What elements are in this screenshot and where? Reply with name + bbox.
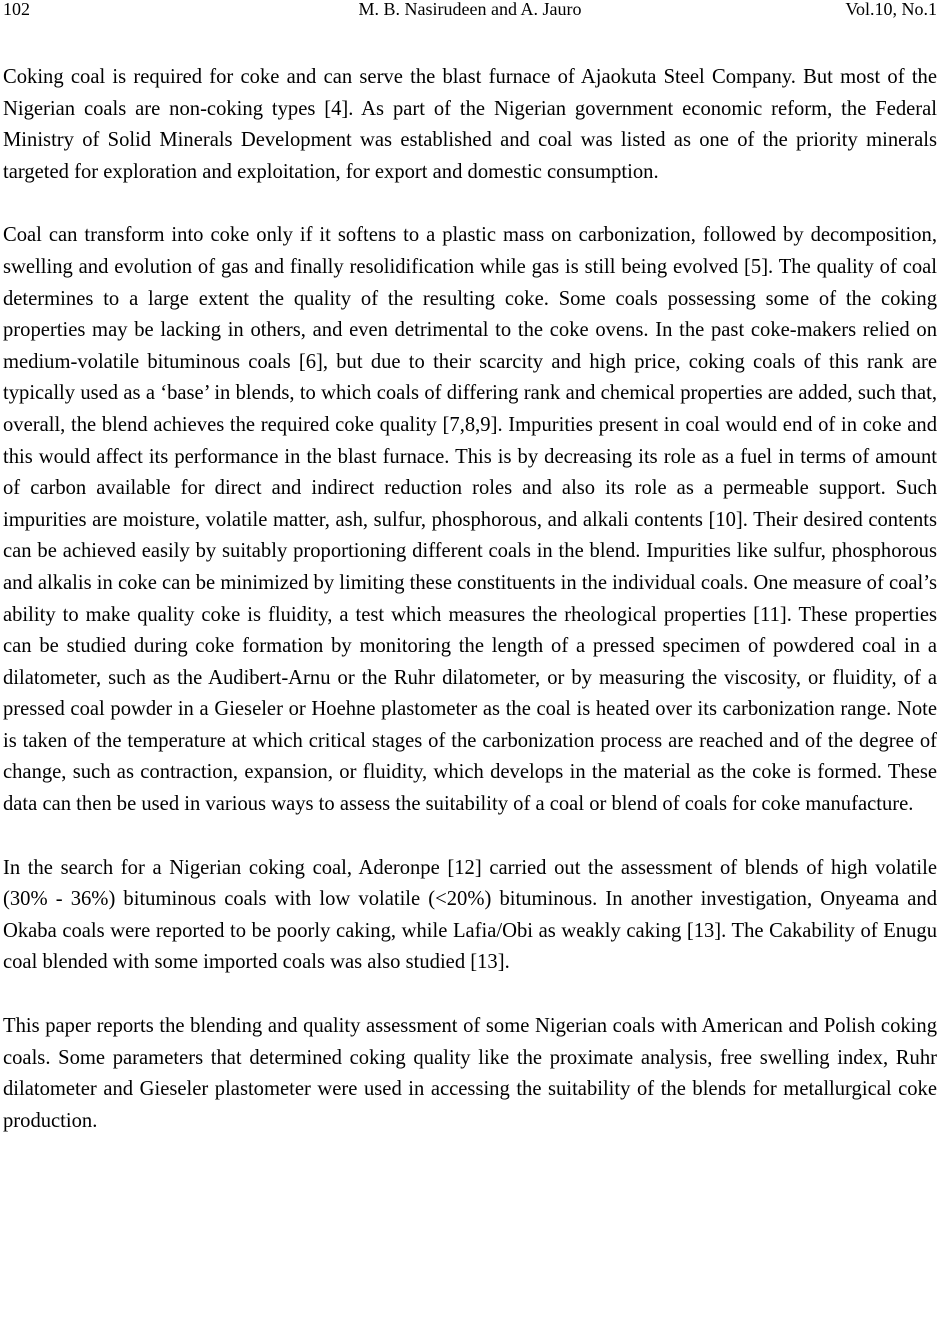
paragraph-paper-scope: This paper reports the blending and quality assessment of some Nigerian coals with American and Polish coking coals. Some parameters that determined coking quality like the proximate analysis, free swelling index, Ruhr dilatometer and Gieseler plastometer were used in accessing the suitability of the blends for metallurgical coke production. xyxy=(3,1015,937,1132)
paragraph-nigerian-coking-coal-search: In the search for a Nigerian coking coal, Aderonpe [12] carried out the assessment of blends of high volatile (30% - 36%) bituminous coals with low volatile (<20%) bituminous. In another investigation, Onyeama and Okaba coals were reported to be poorly caking, while Lafia/Obi as weakly caking [13]. The Cakability of Enugu coal blended with some imported coals was also studied [13]. xyxy=(3,856,937,974)
running-header xyxy=(3,0,937,20)
header-volume: Vol.10, No.1 xyxy=(845,0,937,19)
paragraph-coking-coal-intro: Coking coal is required for coke and can serve the blast furnace of Ajaokuta Steel Company. But most of the Nigerian coals are non-coking types [4]. As part of the Nigerian government economic reform, the Federal Ministry of Solid Minerals Development was established and coal was listed as one of the priority minerals targeted for exploration and exploitation, for export and domestic consumption. xyxy=(3,66,937,183)
body-text xyxy=(3,62,937,1137)
header-authors: M. B. Nasirudeen and A. Jauro xyxy=(358,0,582,19)
paragraph-coal-transformation: Coal can transform into coke only if it softens to a plastic mass on carbonization, followed by decomposition, swelling and evolution of gas and finally resolidification while gas is still being evolved [5]. The quality of coal determines to a large extent the quality of the resulting coke. Some coals possessing some of the coking properties may be lacking in others, and even detrimental to the coke ovens. In the past coke-makers relied on medium-volatile bituminous coals [6], but due to their scarcity and high price, coking coals of this rank are typically used as a ‘base’ in blends, to which coals of differing rank and chemical properties are added, such that, overall, the blend achieves the required coke quality [7,8,9]. Impurities present in coal would end of in coke and this would affect its performance in the blast furnace. This is by decreasing its role as a fuel in terms of amount of carbon available for direct and indirect reduction roles and also its role as a permeable support. Such impurities are moisture, volatile matter, ash, sulfur, phosphorous, and alkali contents [10]. Their desired contents can be achieved easily by suitably proportioning different coals in the blend. Impurities like sulfur, phosphorous and alkalis in coke can be minimized by limiting these constituents in the individual coals. One measure of coal’s ability to make quality coke is fluidity, a test which measures the rheological properties [11]. These properties can be studied during coke formation by monitoring the length of a pressed specimen of powdered coal in a dilatometer, such as the Audibert-Arnu or the Ruhr dilatometer, or by measuring the viscosity, or fluidity, of a pressed coal powder in a Gieseler or Hoehne plastometer as the coal is heated over its carbonization range. Note is taken of the temperature at which critical stages of the carbonization process are reached and of the degree of change, such as contraction, expansion, or fluidity, which develops in the material as the coke is formed. These data can then be used in various ways to assess the suitability of a coal or blend of coals for coke manufacture. xyxy=(3,224,937,816)
page-number: 102 xyxy=(3,0,30,19)
